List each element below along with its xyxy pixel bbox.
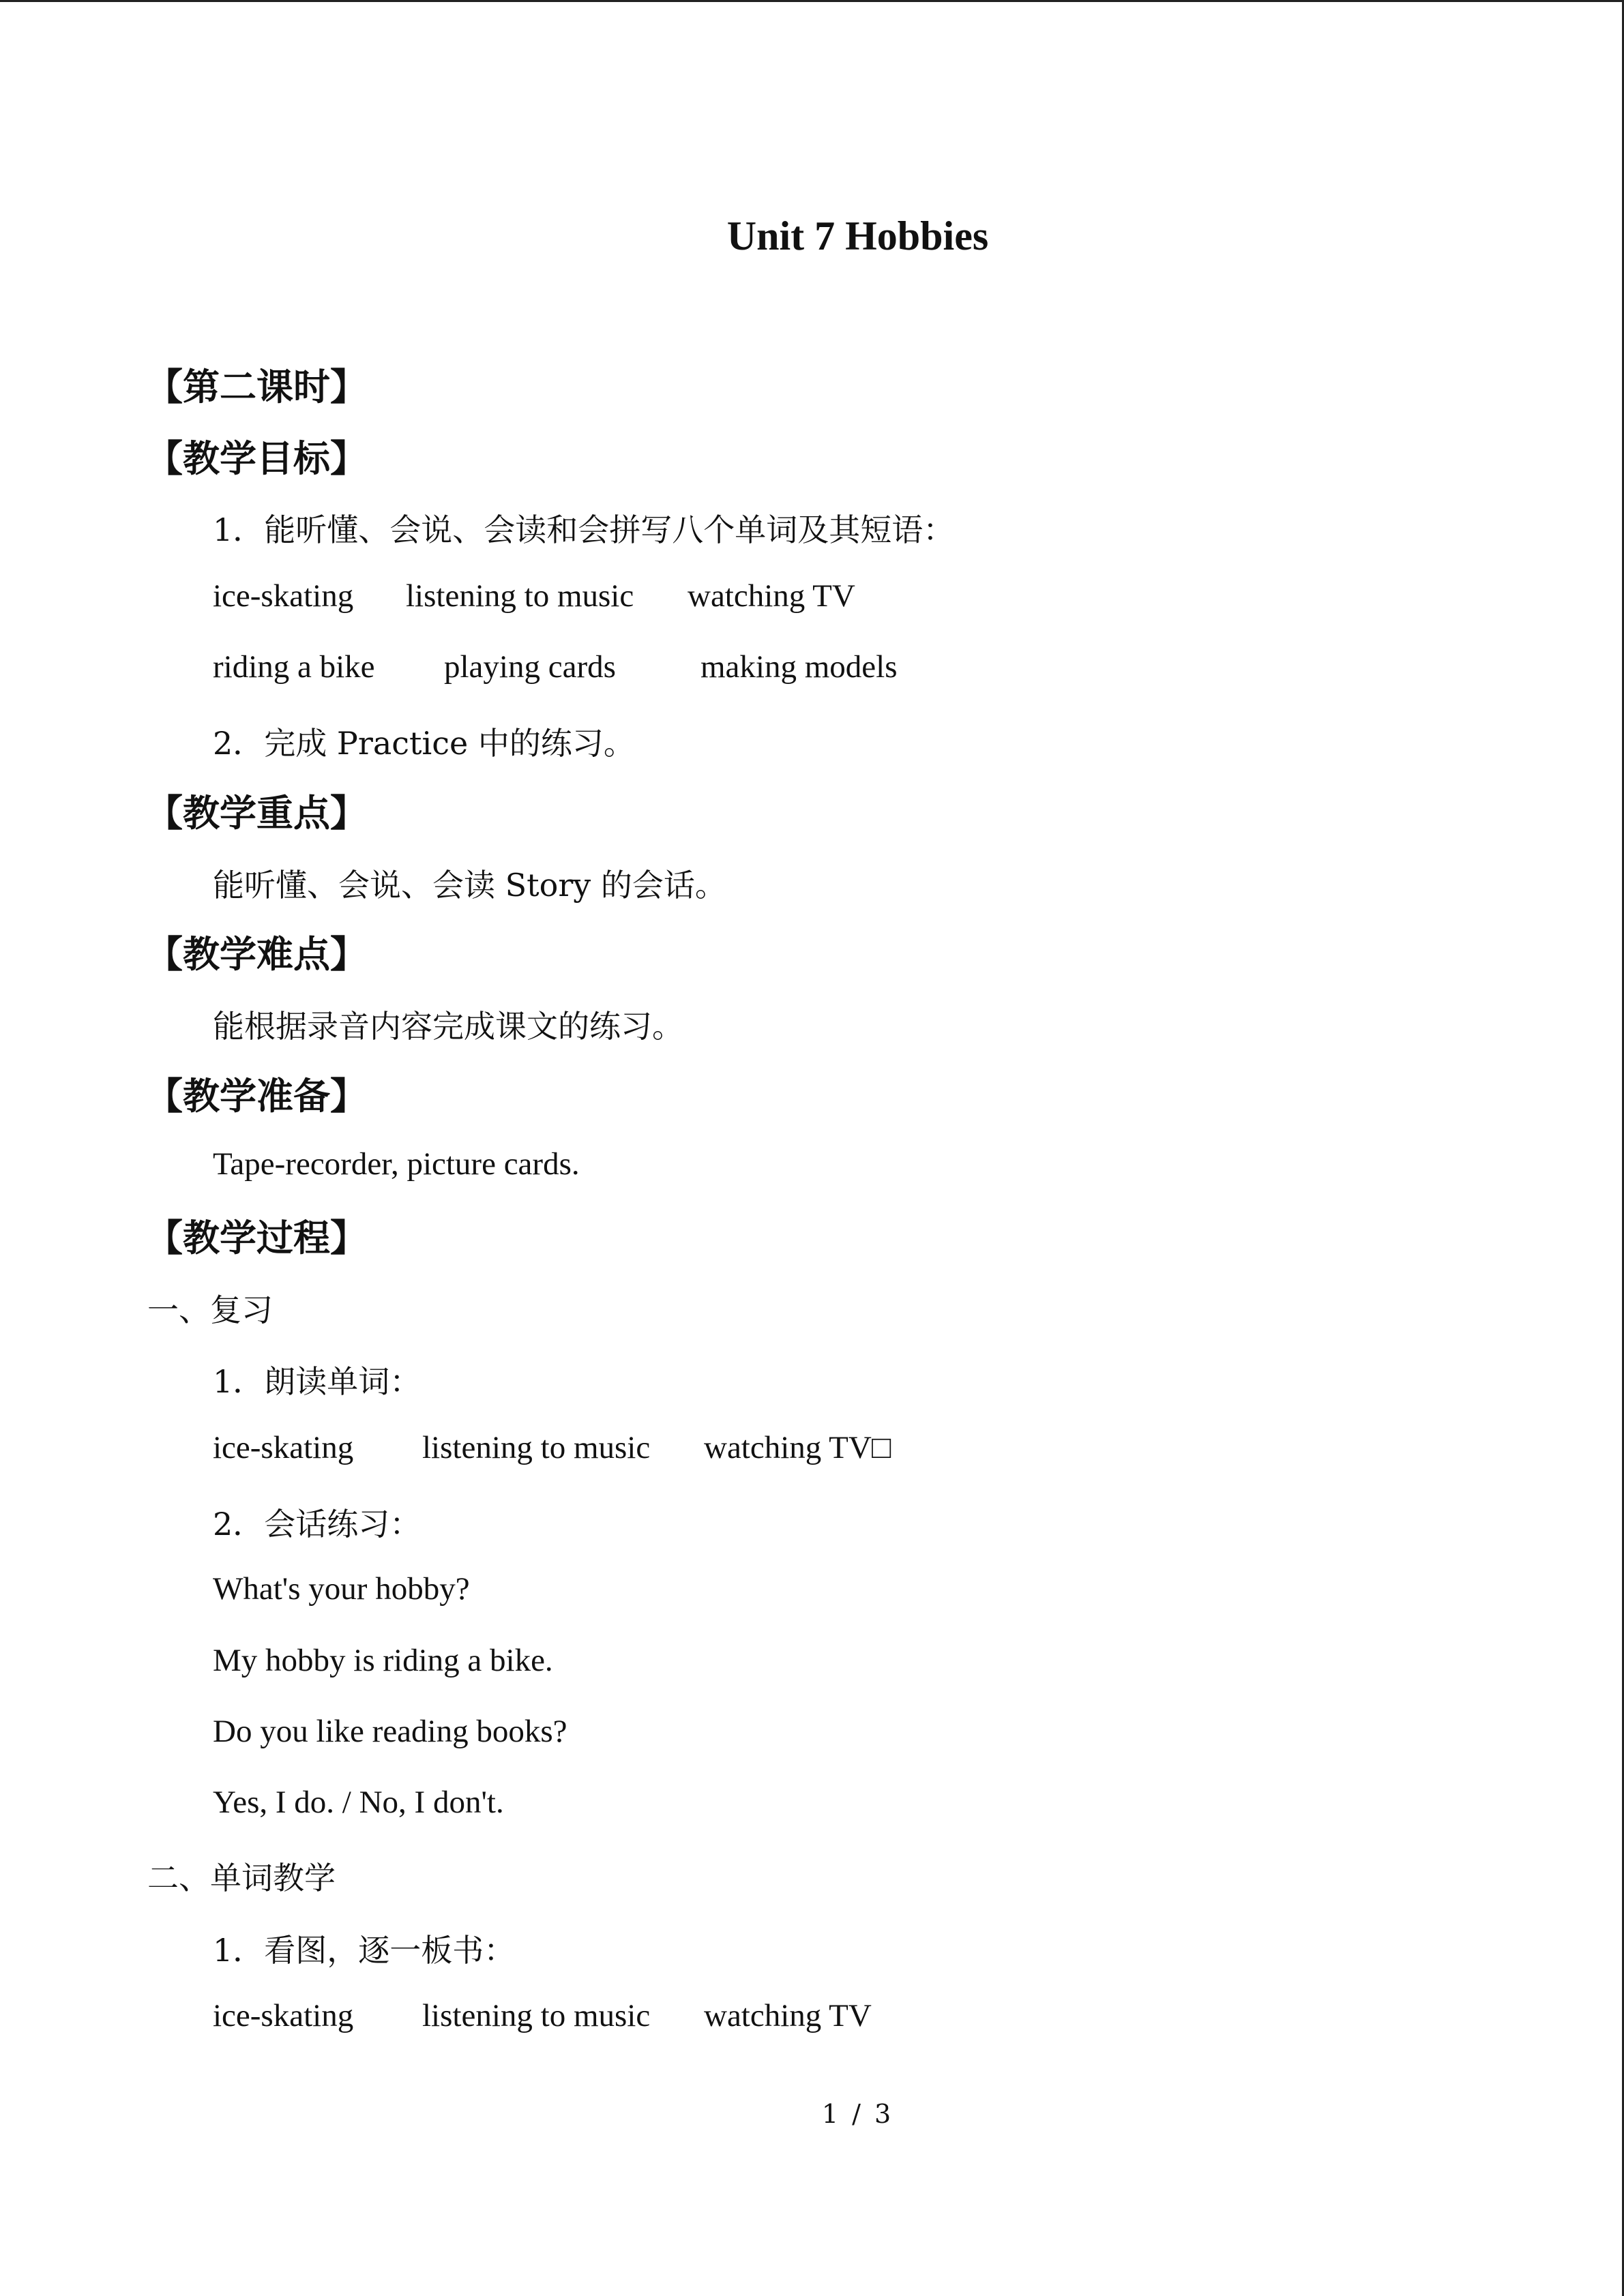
word-list-item: listening to music: [406, 578, 634, 614]
process-part-2-title: 二、单词教学: [147, 1860, 336, 1896]
document-title: Unit 7 Hobbies: [726, 213, 989, 258]
word-list-item: ice-skating: [213, 1430, 354, 1465]
word-list-item: playing cards: [444, 649, 616, 685]
section-difficulties-heading: 【教学难点】: [146, 933, 367, 976]
word-list-item: watching TV: [704, 1998, 872, 2033]
key-points-text: 能听懂、会说、会读 Story 的会话。: [213, 867, 726, 904]
dialogue-line: What's your hobby?: [213, 1571, 470, 1607]
section-objectives-heading: 【教学目标】: [146, 437, 367, 480]
objective-item-1: 1．能听懂、会说、会读和会拼写八个单词及其短语：: [213, 511, 955, 548]
word-list-item: watching TV: [688, 578, 855, 614]
word-list-item: listening to music: [422, 1430, 651, 1465]
section-preparation-heading: 【教学准备】: [146, 1075, 367, 1118]
word-list-item: riding a bike: [213, 649, 375, 685]
process-part-1-title: 一、复习: [147, 1292, 273, 1328]
word-list-item: ice-skating: [213, 578, 354, 614]
page-number: 1 / 3: [821, 2099, 894, 2129]
process-part-1-item-2: 2．会话练习：: [213, 1506, 422, 1542]
section-process-heading: 【教学过程】: [146, 1217, 367, 1259]
preparation-text: Tape-recorder, picture cards.: [213, 1146, 580, 1182]
objective-item-2: 2．完成 Practice 中的练习。: [213, 725, 635, 762]
word-list-item: watching TV□: [704, 1430, 891, 1465]
word-list-item: ice-skating: [213, 1998, 354, 2033]
dialogue-line: Yes, I do. / No, I don't.: [213, 1785, 504, 1820]
section-lesson-heading: 【第二课时】: [146, 366, 367, 408]
dialogue-line: My hobby is riding a bike.: [213, 1643, 553, 1678]
word-list-item: listening to music: [422, 1998, 651, 2033]
difficulties-text: 能根据录音内容完成课文的练习。: [213, 1008, 683, 1045]
word-list-item: making models: [700, 649, 898, 685]
process-part-1-item-1: 1．朗读单词：: [213, 1363, 422, 1400]
dialogue-line: Do you like reading books?: [213, 1714, 567, 1749]
process-part-2-item-1: 1．看图，逐一板书：: [213, 1932, 516, 1969]
section-key-points-heading: 【教学重点】: [146, 792, 367, 835]
